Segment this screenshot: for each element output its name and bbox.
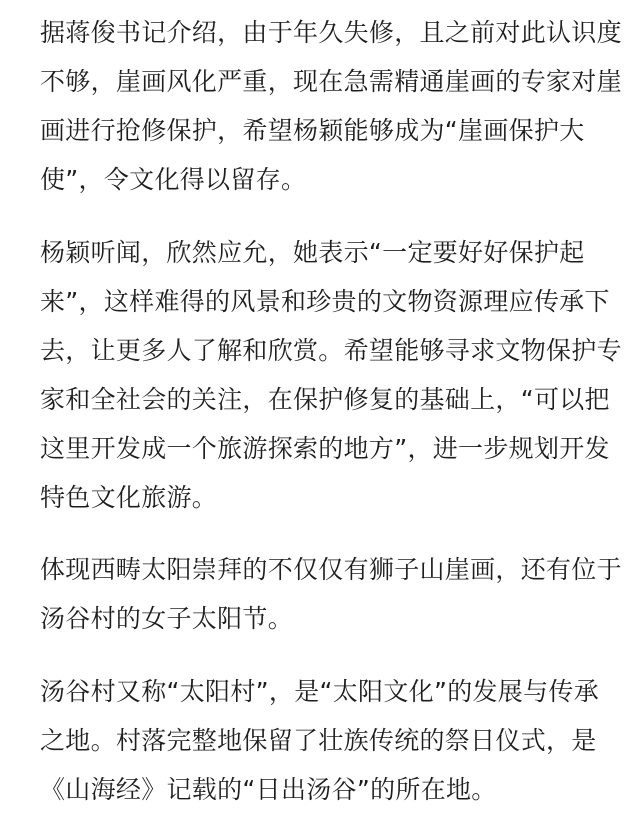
text-line: 画进行抢修保护，希望杨颖能够成为“崖画保护大 (40, 116, 585, 145)
text-line: 杨颖听闻，欣然应允，她表示“一定要好好保护起 (40, 238, 585, 267)
text-line: 之地。村落完整地保留了壮族传统的祭日仪式，是 (40, 726, 597, 755)
text-line: 家和全社会的关注，在保护修复的基础上，“可以把 (40, 385, 610, 414)
text-line: 不够，崖画风化严重，现在急需精通崖画的专家对崖 (40, 67, 622, 96)
text-line: 汤谷村又称“太阳村”，是“太阳文化”的发展与传承 (40, 677, 600, 706)
text-line: 使”，令文化得以留存。 (40, 165, 307, 194)
paragraph-1 (40, 8, 622, 204)
paragraph-2 (40, 228, 622, 522)
text-line: 特色文化旅游。 (40, 483, 218, 512)
text-line: 据蒋俊书记介绍，由于年久失修，且之前对此认识度 (40, 18, 622, 47)
text-line: 来”，这样难得的风景和珍贵的文物资源理应传承下 (40, 287, 610, 316)
text-line: 汤谷村的女子太阳节。 (40, 604, 294, 633)
text-line: 去，让更多人了解和欣赏。希望能够寻求文物保护专 (40, 336, 622, 365)
paragraph-3 (40, 545, 622, 643)
text-line: 体现西畴太阳崇拜的不仅仅有狮子山崖画，还有位于 (40, 555, 622, 584)
text-line: 这里开发成一个旅游探索的地方”，进一步规划开发 (40, 434, 610, 463)
paragraph-4 (40, 667, 599, 814)
text-line: 《山海经》记载的“日出汤谷”的所在地。 (40, 775, 497, 804)
